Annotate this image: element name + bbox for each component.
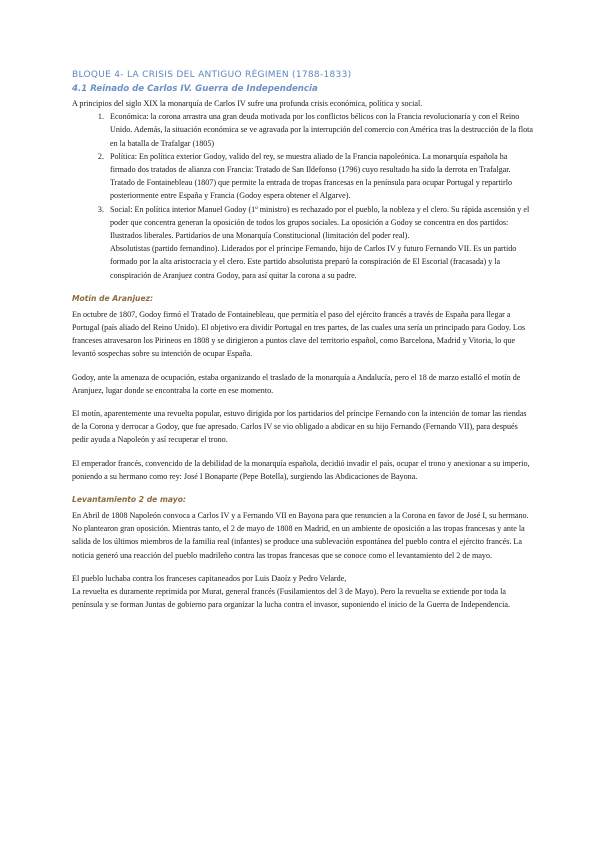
list-item-text: Económica: la corona arrastra una gran deuda motivada por los conflictos bélicos con la Francia revolucionaria y con el Reino Unido. Además, la situación económica se ve agravada por la interrupción del comercio con América tras la destrucción de la flota en la batalla de Trafalgar (1805) <box>110 112 533 148</box>
levantamiento-closing-line-2: La revuelta es duramente reprimida por Murat, general francés (Fusilamientos del 3 de Mayo). Pero la revuelta se extiende por toda la península y se forman Juntas de gobierno para organizar la lucha contra el invasor, suponiendo el inicio de la Guerra de Independencia. <box>72 587 511 610</box>
document-title: BLOQUE 4- LA CRISIS DEL ANTIGUO RÉGIMEN (1788-1833) <box>72 70 352 80</box>
motin-paragraph-4: El emperador francés, convencido de la debilidad de la monarquía española, decidió invadir el país, ocupar el trono y anexionar a su imperio, poniendo a su hermano como rey: José I Bonaparte (Pepe Botella), surgiendo las Abdicaciones de Bayona. <box>72 458 530 481</box>
levantamiento-closing-line-1: El pueblo luchaba contra los franceses capitaneados por Luis Daoíz y Pedro Velarde, <box>72 573 347 583</box>
motin-title: Motín de Aranjuez: <box>72 293 154 303</box>
document-page <box>72 70 534 612</box>
list-item-social <box>106 203 534 282</box>
crisis-list <box>72 110 534 282</box>
list-item-economica <box>106 110 534 150</box>
motin-paragraph-3: El motín, aparentemente una revuelta popular, estuvo dirigida por los partidarios del príncipe Fernando con la intención de tomar las riendas de la Corona y derrocar a Godoy, que fue apresado. Carlos IV se vio obligado a abdicar en su hijo Fernando (Fernando VII), para después pedir ayuda a Napoleón y así recuperar el trono. <box>72 409 527 445</box>
section-title: 4.1 Reinado de Carlos IV. Guerra de Independencia <box>72 84 318 94</box>
intro-paragraph: A principios del siglo XIX la monarquía de Carlos IV sufre una profunda crisis económica, política y social. <box>72 99 423 108</box>
list-item-politica <box>106 150 534 203</box>
levantamiento-title: Levantamiento 2 de mayo: <box>72 495 186 505</box>
list-item-extra: Absolutistas (partido fernandino). Liderados por el príncipe Fernando, hijo de Carlos IV y futuro Fernando VII. Es un partido formado por la alta aristocracia y el clero. Este partido absolutista preparó la conspiración de El Escorial (fracasada) y la conspiración de Aranjuez contra Godoy, para así quitar la corona a su padre. <box>110 244 517 280</box>
list-item-text: Social: En política interior Manuel Godoy (1º ministro) es rechazado por el pueblo, la nobleza y el clero. Su rápida ascensión y el poder que concentra generan la oposición de todos los grupos sociales. La oposición a Godoy se concentra en dos partidos: Ilustrados liberales. Partidarios de una Monarquía Constitucional (limitación del poder real). <box>110 204 530 241</box>
list-item-text: Política: En política exterior Godoy, valido del rey, se muestra aliado de la Francia napoleónica. La monarquía española ha firmado dos tratados de alianza con Francia: Tratado de San Ildefonso (1796) cuyo resultado ha sido la derrota en Trafalgar. Tratado de Fontainebleau (1807) que permite la entrada de tropas francesas en la península para ocupar Portugal y repartirlo posteriormente entre España y Francia (Godoy espera obtener el Algarve). <box>110 151 512 201</box>
levantamiento-paragraph-1: En Abril de 1808 Napoleón convoca a Carlos IV y a Fernando VII en Bayona para que renuncien a la Corona en favor de José I, su hermano. No plantearon gran oposición. Mientras tanto, el 2 de mayo de 1808 en Madrid, en un ambiente de oposición a las tropas francesas y ante la salida de los últimos miembros de la familia real (infantes) se produce una sublevación espontánea del pueblo contra el ejército francés. La noticia generó una reacción del pueblo madrileño contra las tropas francesas que se conoce como el levantamiento del 2 de mayo. <box>72 511 529 560</box>
motin-paragraph-2: Godoy, ante la amenaza de ocupación, estaba organizando el traslado de la monarquía a Andalucía, pero el 18 de marzo estalló el motín de Aranjuez, lugar donde se encontraba la corte en ese momento. <box>72 372 521 395</box>
motin-paragraph-1: En octubre de 1807, Godoy firmó el Tratado de Fontainebleau, que permitía el paso del ejército francés a través de España para llegar a Portugal (país aliado del Reino Unido). El objetivo era dividir Portugal en tres partes, de las cuales una sería un principado para Godoy. Los franceses atravesaron los Pirineos en 1808 y se dirigieron a puntos clave del territorio español, como Barcelona, Madrid y Vitoria, lo que levantó sospechas sobre su intención de ocupar España. <box>72 309 526 359</box>
